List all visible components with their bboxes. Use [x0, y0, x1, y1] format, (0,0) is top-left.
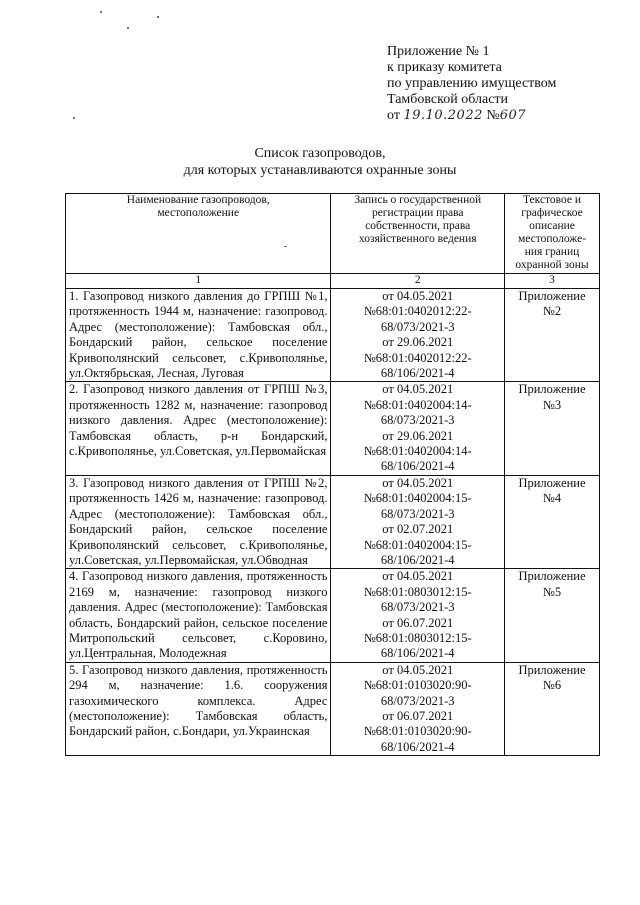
header-registration: Запись о государственной регистрации права собственности, права хозяйственного ведения — [331, 194, 505, 274]
registration-record — [331, 382, 505, 475]
table-row — [66, 569, 600, 662]
annex-ref-line: Приложение — [518, 569, 586, 584]
reg-line: 68/073/2021-3 — [380, 506, 455, 521]
registration-record — [331, 475, 505, 568]
annex-date-prefix: от — [387, 108, 400, 123]
registration-record — [331, 569, 505, 662]
annex-header — [387, 44, 556, 124]
annex-ref-line: №3 — [542, 397, 562, 412]
reg-line: №68:01:0402004:15- — [363, 491, 472, 506]
registration-record — [331, 289, 505, 382]
registration-record — [331, 662, 505, 755]
annex-ref-line: №2 — [542, 304, 562, 319]
reg-line: 68/106/2021-4 — [380, 739, 455, 754]
annex-line-1: Приложение № 1 — [387, 44, 490, 59]
reg-line: №68:01:0402004:15- — [363, 537, 472, 552]
annex-reference — [505, 382, 600, 475]
reg-line: 68/073/2021-3 — [380, 319, 455, 334]
reg-line: №68:01:0803012:15- — [363, 584, 472, 599]
reg-line: от 04.05.2021 — [382, 569, 454, 584]
column-number: 2 — [331, 274, 505, 289]
reg-line: №68:01:0103020:90- — [363, 678, 472, 693]
header-annex-text: Текстовое и графическое описание местоположе-ния границ охранной зоны — [515, 194, 589, 271]
scan-speck — [73, 117, 75, 119]
pipeline-name: 2. Газопровод низкого давления от ГРПШ №3, протяженность 1282 м, назначение: газопровод низкого давления. Адрес (местоположение): Тамбовская область, р-н Бондарский, с.Кривополянье, ул.Советская, ул.Первомайская — [66, 382, 331, 475]
annex-ref-line: Приложение — [518, 289, 586, 303]
scan-speck — [157, 16, 159, 18]
header-mark — [69, 238, 327, 251]
header-annex — [505, 194, 600, 274]
column-number: 3 — [505, 274, 600, 289]
table-header-row — [66, 194, 600, 274]
reg-line: №68:01:0803012:15- — [363, 630, 472, 645]
reg-line: 68/073/2021-3 — [380, 413, 455, 428]
pipelines-table — [65, 193, 600, 756]
pipeline-name: 4. Газопровод низкого давления, протяженность 2169 м, назначение: газопровод низкого давления. Адрес (местоположение): Тамбовская область, Бондарский район, сельское поселение Митропольский сельсовет, с.Коровино, ул.Центральная, Молодежная — [66, 569, 331, 662]
handwritten-number: 607 — [499, 108, 527, 123]
reg-line: от 02.07.2021 — [382, 522, 454, 537]
annex-ref-line: Приложение — [518, 382, 586, 397]
column-number: 1 — [66, 274, 331, 289]
reg-line: №68:01:0402004:14- — [363, 444, 472, 459]
reg-line: от 04.05.2021 — [382, 289, 454, 303]
reg-line: от 04.05.2021 — [382, 382, 454, 397]
handwritten-date: 19.10.2022 — [403, 108, 483, 123]
table-row — [66, 475, 600, 568]
annex-line-4: Тамбовской области — [387, 92, 509, 107]
reg-line: №68:01:0402012:22- — [363, 304, 472, 319]
header-name — [66, 194, 331, 274]
reg-line: 68/106/2021-4 — [380, 646, 455, 661]
title-line-1: Список газопроводов, — [254, 146, 386, 161]
table-row — [66, 382, 600, 475]
annex-ref-line: Приложение — [518, 475, 586, 490]
reg-line: от 06.07.2021 — [382, 708, 454, 723]
header-name-text: Наименование газопроводов, местоположение — [126, 194, 270, 219]
reg-line: №68:01:0402012:22- — [363, 350, 472, 365]
annex-ref-line: №4 — [542, 491, 562, 506]
table-row — [66, 289, 600, 382]
scan-speck — [127, 27, 129, 29]
annex-ref-line: №5 — [542, 584, 562, 599]
document-title — [0, 145, 640, 179]
table-row — [66, 662, 600, 755]
reg-line: от 04.05.2021 — [382, 475, 454, 490]
reg-line: 68/106/2021-4 — [380, 552, 455, 567]
annex-reference — [505, 662, 600, 755]
reg-line: 68/073/2021-3 — [380, 693, 455, 708]
annex-reference — [505, 475, 600, 568]
annex-ref-line: Приложение — [518, 662, 586, 677]
reg-line: №68:01:0402004:14- — [363, 397, 472, 412]
pipeline-name: 1. Газопровод низкого давления до ГРПШ №1, протяженность 1944 м, назначение: газопровод. Адрес (местоположение): Тамбовская обл., Бондарский район, сельское поселение Кривополянский сельсовет, с.Кривополянье, ул.Октябрьская, Лесная, Луговая — [66, 289, 331, 382]
reg-line: от 29.06.2021 — [382, 428, 454, 443]
pipeline-name: 3. Газопровод низкого давления от ГРПШ №2, протяженность 1426 м, назначение: газопровод. Адрес (местоположение): Тамбовская обл., Бондарский район, сельское поселение Кривополянский сельсовет, с.Кривополянье, ул.Советская, ул.Первомайская, ул.Обводная — [66, 475, 331, 568]
title-line-2: для которых устанавливаются охранные зоны — [183, 163, 457, 178]
annex-line-3: по управлению имуществом — [387, 76, 557, 91]
reg-line: 68/106/2021-4 — [380, 366, 455, 381]
annex-number-sign: № — [486, 108, 500, 123]
reg-line: №68:01:0103020:90- — [363, 724, 472, 739]
annex-date-line — [387, 108, 556, 124]
reg-line: от 06.07.2021 — [382, 615, 454, 630]
reg-line: 68/106/2021-4 — [380, 459, 455, 474]
pipeline-name: 5. Газопровод низкого давления, протяженность 294 м, назначение: 1.6. сооружения газохимического комплекса. Адрес (местоположение): Тамбовская область, Бондарский район, с.Бондари, ул.Украинская — [66, 662, 331, 755]
annex-reference — [505, 569, 600, 662]
scan-speck — [100, 11, 102, 13]
annex-line-2: к приказу комитета — [387, 60, 502, 75]
annex-ref-line: №6 — [542, 678, 562, 693]
reg-line: 68/073/2021-3 — [380, 600, 455, 615]
annex-reference — [505, 289, 600, 382]
reg-line: от 29.06.2021 — [382, 335, 454, 350]
column-number-row — [66, 274, 600, 289]
reg-line: от 04.05.2021 — [382, 662, 454, 677]
